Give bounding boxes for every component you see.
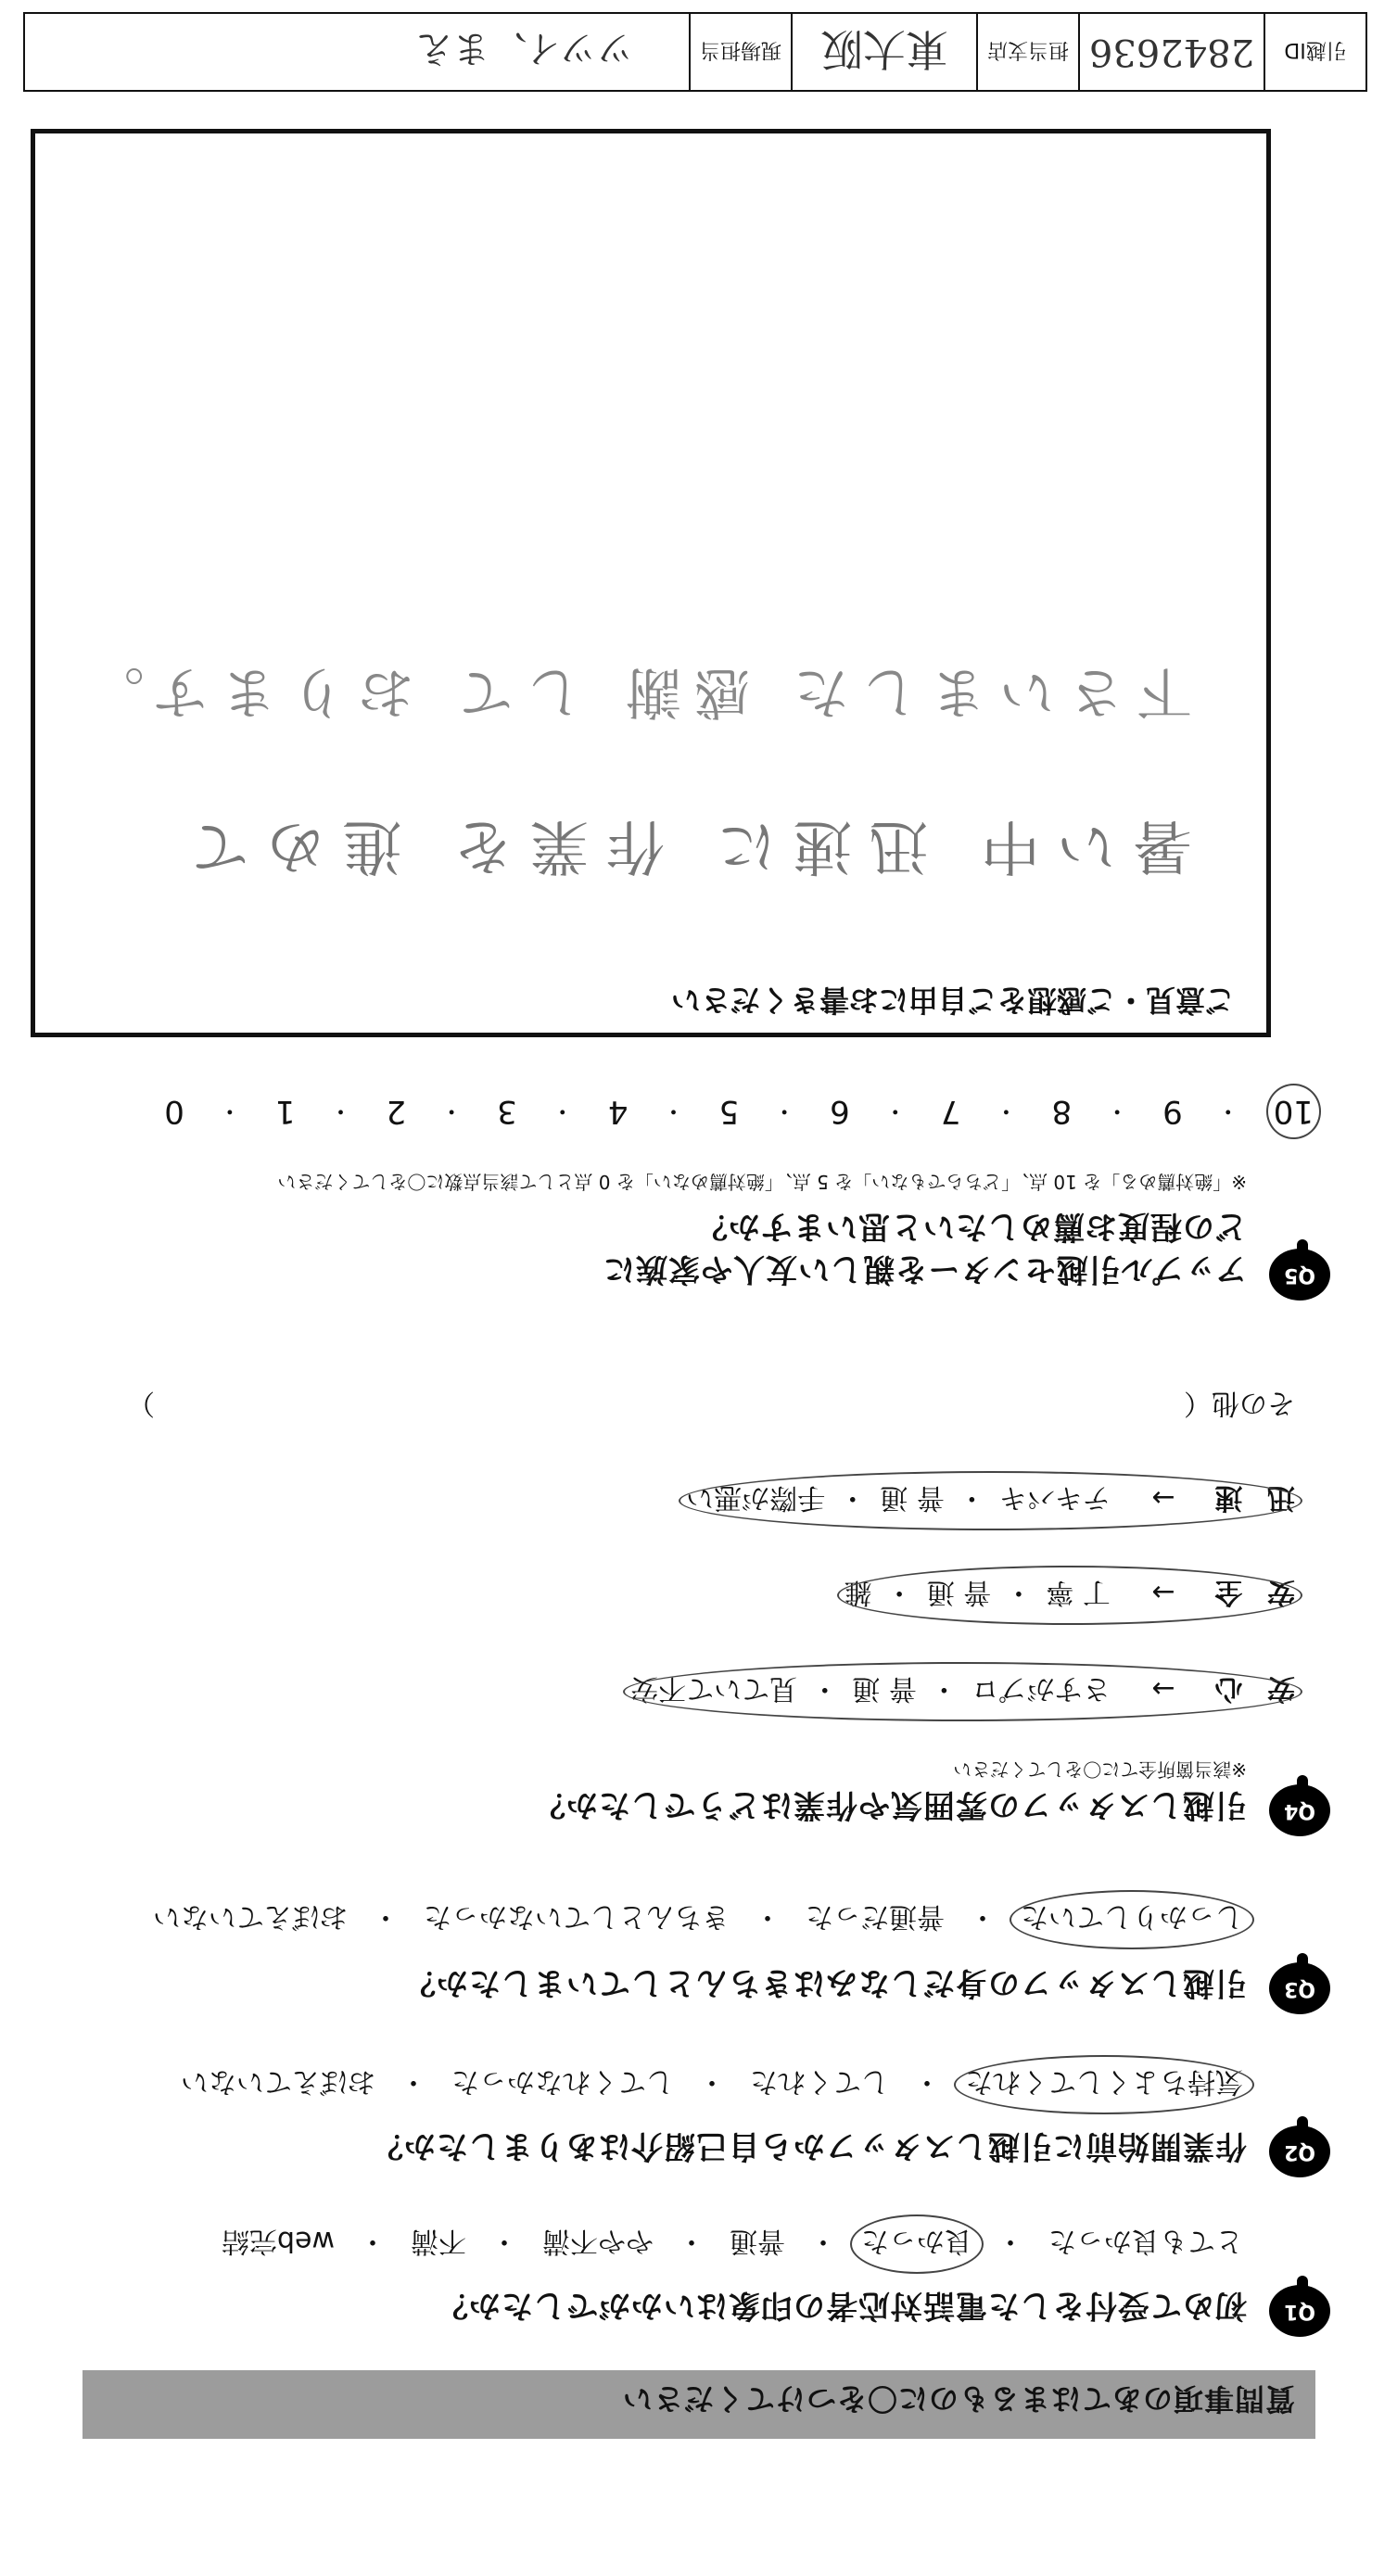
q5-score[interactable]: 6 [830,1093,850,1130]
arrow-right-icon: → [1151,1481,1175,1514]
q4-choice[interactable]: 普 通 [880,1481,945,1514]
q2-badge: Q2 [1269,2126,1330,2177]
q5-score[interactable]: 1 [274,1093,296,1130]
arrow-right-icon: → [1151,1672,1175,1705]
q3-option[interactable]: きちんとしていなかった [424,1900,730,1933]
q4-row-label: 安 心 [1207,1672,1295,1705]
q5-score[interactable]: 9 [1162,1093,1183,1130]
q1-options: とても良かった ・ 良かった ・ 普通 ・ やや不満 ・ 不満 ・ web完結 [218,2224,1247,2265]
q4-other-label: その他（ [1184,1387,1295,1419]
q4-choice-selected[interactable]: 丁 寧 [1046,1575,1111,1616]
q2-option[interactable]: してくれた [750,2065,889,2098]
question-1 [32,2207,1330,2337]
q1-text: 初めて受付をした電話対応者の印象はいかがでしたか？ [436,2287,1247,2324]
q1-badge: Q1 [1269,2285,1330,2337]
handwritten-comment-line1: 暑い中 迅速に 作業を 進めて [172,811,1192,880]
q3-badge: Q3 [1269,1962,1330,2014]
question-5 [32,1152,1330,1301]
q5-score[interactable]: 8 [1051,1093,1073,1130]
q4-row-label: 迅 速 [1207,1481,1295,1514]
q5-score-selected[interactable]: 10 [1273,1093,1314,1130]
q1-option-selected[interactable]: 良かった [857,2224,976,2265]
q2-options: 気持ちよくしてくれた ・ してくれた ・ してくれなかった ・ おぼえていない [177,2064,1247,2105]
q4-choice-selected[interactable]: テキパキ [999,1480,1111,1521]
q4-choice[interactable]: 雑 [844,1576,872,1608]
q5-score[interactable]: 2 [386,1093,407,1130]
q1-option[interactable]: web完結 [221,2225,335,2257]
q4-note: ※該当箇所全てに〇をしてください [953,1758,1247,1781]
q2-text: 作業開始前に引越しスタッフから自己紹介はありましたか？ [371,2127,1247,2164]
q1-option[interactable]: とても良かった [1048,2225,1243,2257]
instruction-text: 質問事項のあてはまるものに〇をつけてください [621,2381,1295,2417]
branch-label: 担当支店 [976,14,1078,90]
question-3 [32,1884,1330,2014]
q4-choice[interactable]: 手際が悪い [686,1481,826,1514]
comment-title: ご意見・ご感想をご自由にお書きください [670,983,1235,1018]
q5-text-line2: どの程度お薦めしたいと思いますか？ [695,1208,1247,1245]
q5-score[interactable]: 0 [164,1093,184,1130]
q1-option[interactable]: 普通 [730,2225,785,2257]
q4-choice[interactable]: 見ていて不安 [630,1672,798,1705]
q3-options: しっかりしていた ・ 普通だった ・ きちんとしていなかった ・ おぼえていない [149,1899,1247,1940]
q1-option[interactable]: 不満 [411,2225,466,2257]
q3-option[interactable]: 普通だった [806,1900,945,1933]
leader-label: 現場担当 [689,14,791,90]
id-label: 引越ID [1264,14,1365,90]
q5-score[interactable]: 5 [718,1093,740,1130]
q4-choice[interactable]: 普 通 [852,1672,917,1705]
q3-option[interactable]: おぼえていない [153,1900,348,1933]
q5-note: ※「絶対薦める」を 10 点、「どちらでもない」を 5 点、「絶対薦めない」を 0 点として該当点数に〇をしてください [277,1171,1247,1193]
branch-value: 東大阪 [791,14,976,90]
q4-row-anshin: 安 心 → さすがプロ ・ 普 通 ・ 見ていて不安 [630,1671,1295,1712]
footer-info-table [23,12,1367,92]
comment-box[interactable] [31,129,1271,1037]
q5-score[interactable]: 3 [497,1093,517,1130]
q5-score[interactable]: 4 [607,1093,629,1130]
q5-text-line1: アップル引越センターを親しい友人や家族に [603,1250,1247,1288]
q2-option[interactable]: おぼえていない [181,2065,375,2098]
q1-option[interactable]: やや不満 [542,2225,654,2257]
arrow-right-icon: → [1151,1576,1175,1608]
q4-other-close: ） [127,1387,155,1419]
q3-text: 引越しスタッフの身だしなみはきちんとしていましたか？ [403,1964,1247,2001]
q4-row-label: 安 全 [1207,1576,1295,1608]
q4-text: 引越しスタッフの雰囲気や作業はどうでしたか？ [533,1786,1247,1823]
q4-choice[interactable]: 普 通 [926,1576,992,1608]
q4-row-anzen: 安 全 → 丁 寧 ・ 普 通 ・ 雑 [845,1575,1295,1616]
leader-value: ツツイ、まえ [415,27,633,70]
question-2 [32,2048,1330,2177]
q4-choice-selected[interactable]: さすがプロ [972,1671,1111,1712]
q4-row-jinsoku: 迅 速 → テキパキ ・ 普 通 ・ 手際が悪い [686,1480,1295,1521]
q2-option-selected[interactable]: 気持ちよくしてくれた [961,2064,1247,2105]
q4-other [108,1386,1295,1427]
q3-option-selected[interactable]: しっかりしていた [1017,1899,1247,1940]
handwritten-comment-line2: 下さいました 感謝 して おります。 [75,659,1192,724]
q5-scale: 10 ・ 9 ・ 8 ・ 7 ・ 6 ・ 5 ・ 4 ・ 3 ・ 2 ・ 1 ・ 0 [164,1093,1314,1130]
q5-badge: Q5 [1269,1249,1330,1301]
q4-badge: Q4 [1269,1784,1330,1836]
q5-score[interactable]: 7 [940,1093,961,1130]
q2-option[interactable]: してくれなかった [451,2065,674,2098]
id-value: 2842636 [1078,14,1264,90]
